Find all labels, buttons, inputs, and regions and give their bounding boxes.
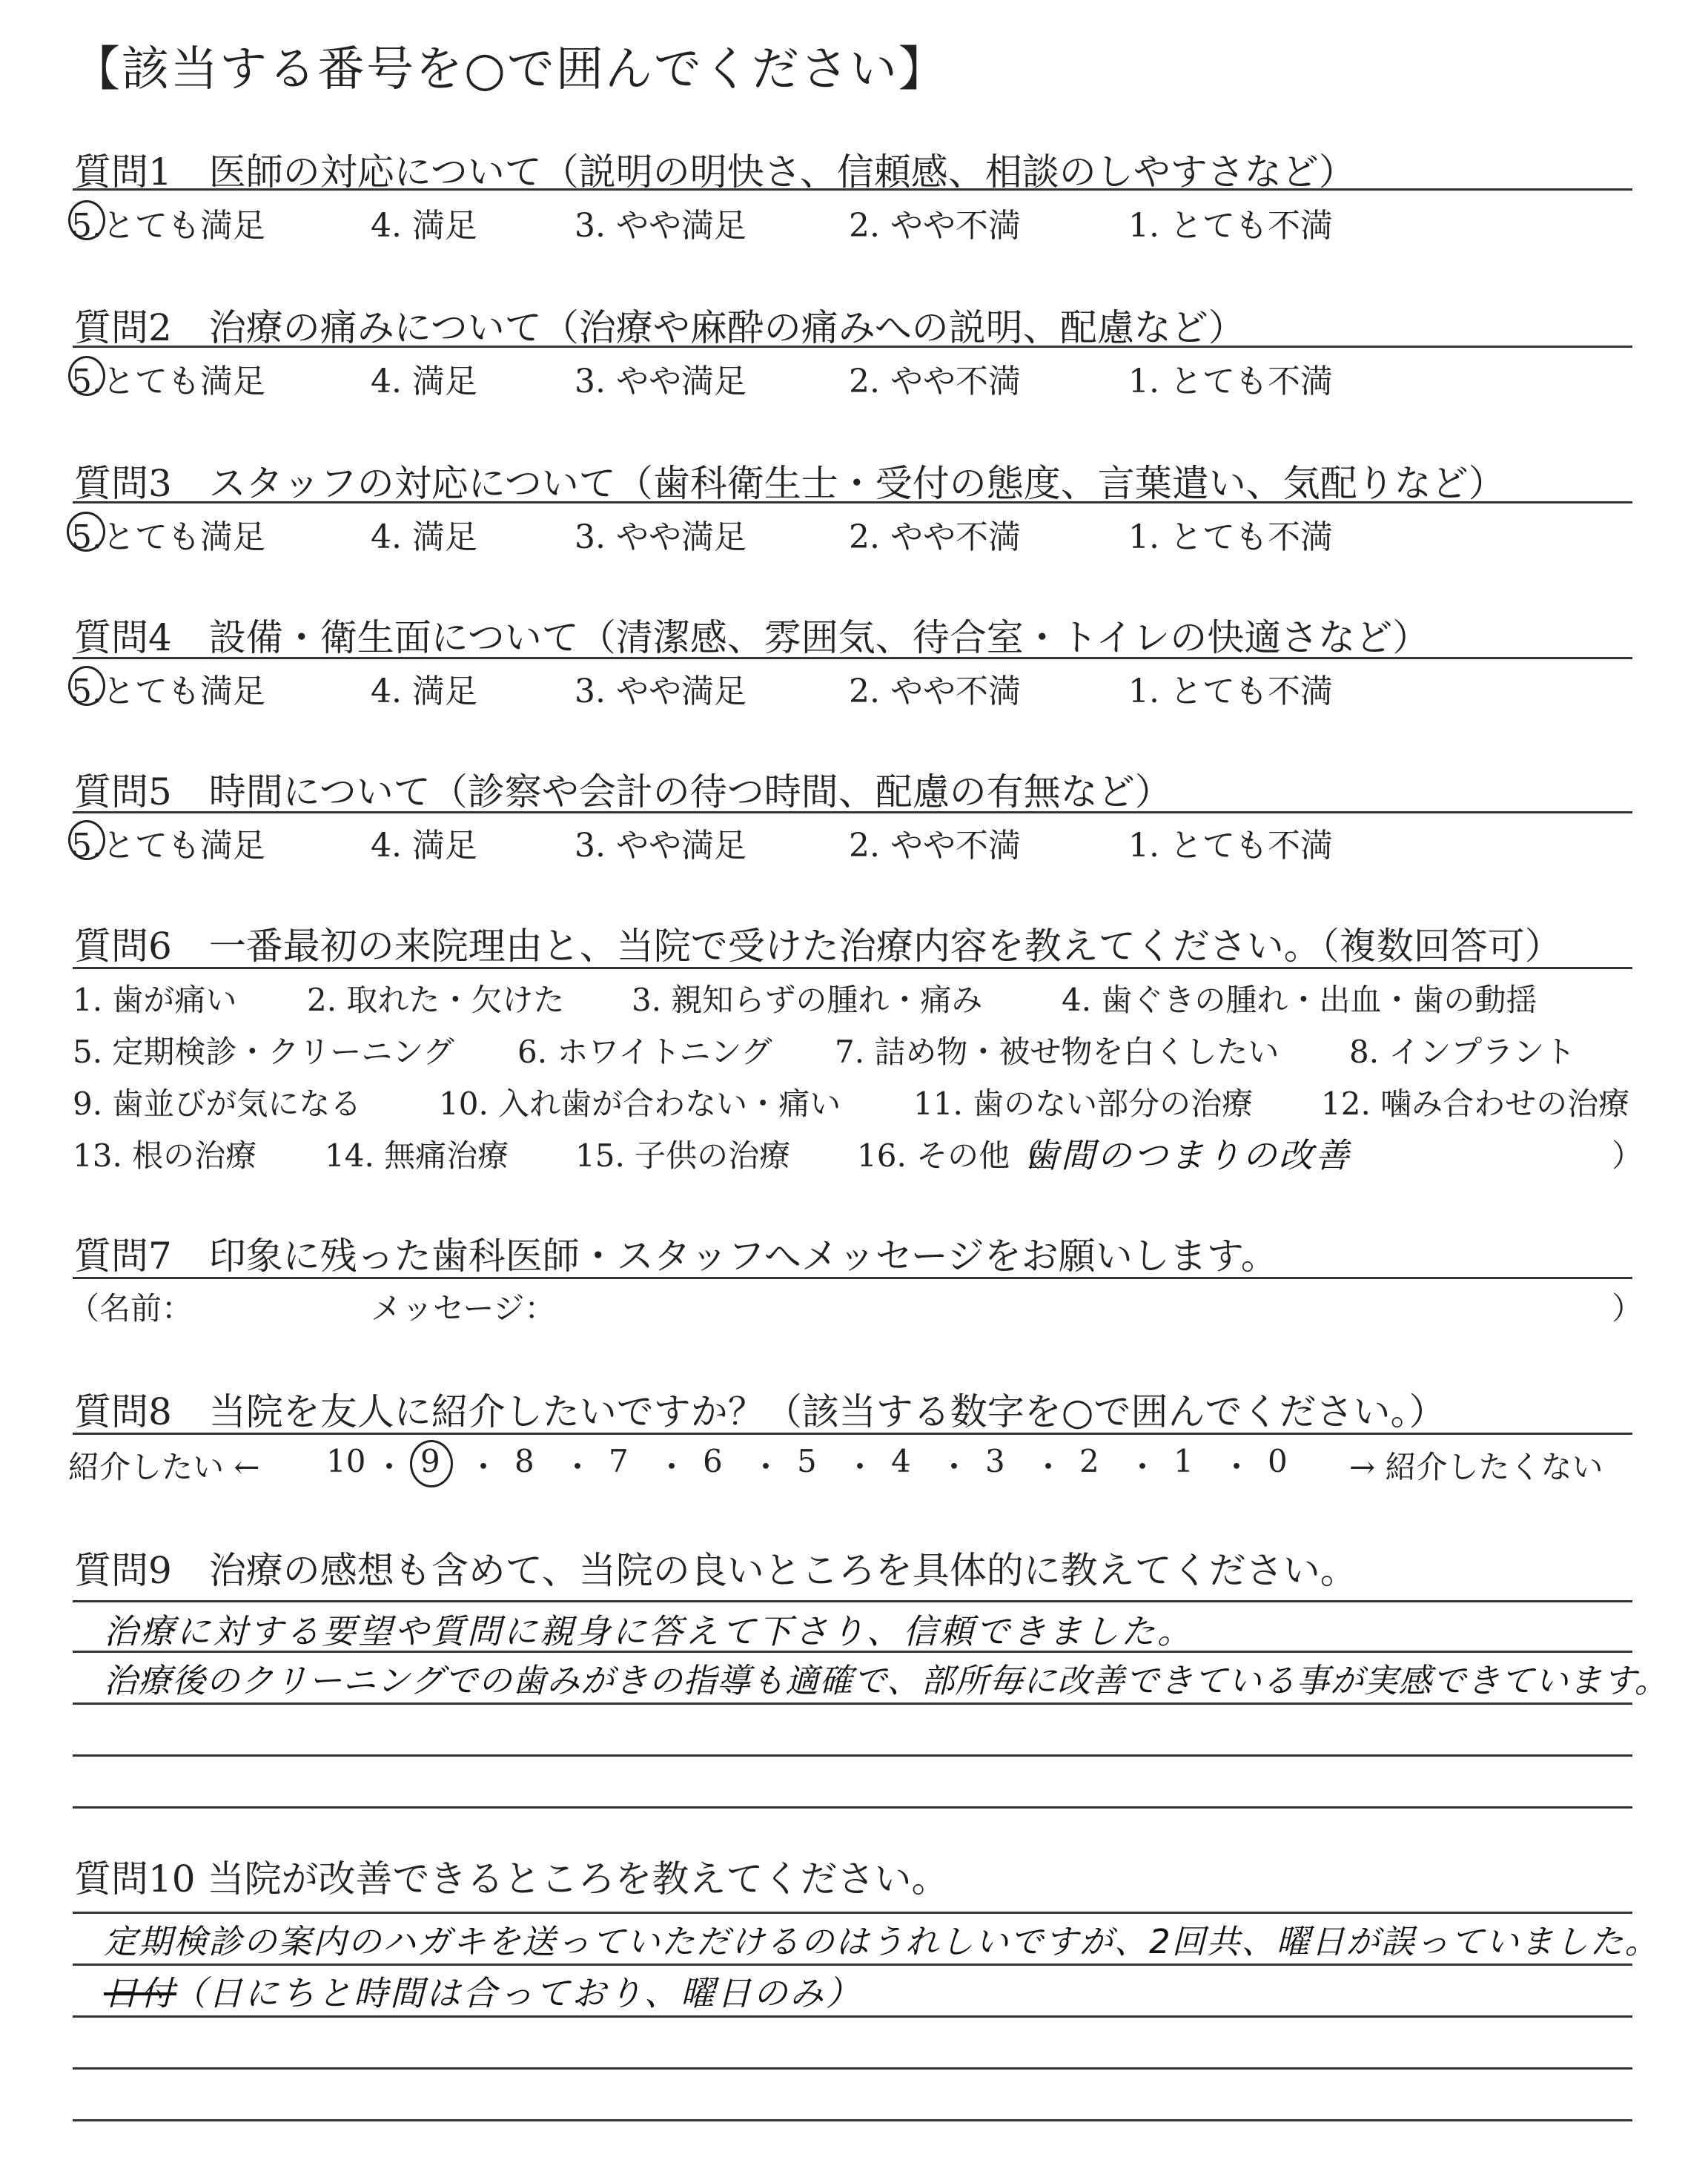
q8-scale-value-8[interactable]: 8: [514, 1443, 534, 1479]
q6-option-5[interactable]: 5. 定期検診・クリーニング: [73, 1034, 454, 1070]
q8-separator: ・: [1221, 1449, 1253, 1485]
q10-rule-4: [73, 2067, 1632, 2070]
q8-scale-value-1[interactable]: 1: [1174, 1443, 1194, 1479]
q8-separator: ・: [1127, 1449, 1159, 1485]
q8-rule: [73, 1433, 1632, 1435]
q7-message-label: メッセージ：: [371, 1290, 556, 1327]
q9-title: 質問9 治療の感想も含めて、当院の良いところを具体的に教えてください。: [74, 1549, 1357, 1592]
q8-scale-value-0[interactable]: 0: [1268, 1443, 1288, 1479]
page-header: 【該当する番号を○で囲んでください】: [73, 42, 947, 97]
q1-selected-circle: [68, 200, 105, 240]
q4-option-5[interactable]: 5.とても満足: [71, 673, 265, 710]
q6-option-15[interactable]: 15. 子供の治療: [575, 1137, 791, 1174]
q6-option-6[interactable]: 6. ホワイトニング: [517, 1034, 772, 1070]
q7-rule: [73, 1277, 1632, 1279]
q2-option-3[interactable]: 3. やや満足: [575, 363, 747, 400]
q9-rule-3: [73, 1702, 1632, 1705]
q6-other-handwritten: 歯間のつまりの改善: [1025, 1135, 1351, 1175]
q6-option-16[interactable]: 16. その他（: [857, 1137, 1042, 1174]
q3-option-4[interactable]: 4. 満足: [371, 518, 477, 556]
q4-option-2[interactable]: 2. やや不満: [849, 673, 1021, 710]
q10-title: 質問10 当院が改善できるところを教えてください。: [74, 1857, 949, 1900]
q6-option-7[interactable]: 7. 詰め物・被せ物を白くしたい: [835, 1034, 1280, 1070]
q9-answer-line-2: 治療後のクリーニングでの歯みがきの指導も適確で、部所毎に改善できている事が実感できています。: [104, 1661, 1669, 1700]
q1-option-2[interactable]: 2. やや不満: [849, 207, 1021, 245]
q3-title: 質問3 スタッフの対応について（歯科衛生士・受付の態度、言葉遣い、気配りなど）: [74, 462, 1506, 505]
q10-rule-5: [73, 2119, 1632, 2121]
q2-rule: [73, 346, 1632, 348]
q5-rule: [73, 811, 1632, 813]
q8-scale-value-3[interactable]: 3: [985, 1443, 1005, 1479]
q6-option-10[interactable]: 10. 入れ歯が合わない・痛い: [439, 1086, 841, 1122]
q4-option-3[interactable]: 3. やや満足: [575, 673, 747, 710]
q2-title: 質問2 治療の痛みについて（治療や麻酔の痛みへの説明、配慮など）: [74, 306, 1245, 349]
q3-option-2[interactable]: 2. やや不満: [849, 518, 1021, 556]
q6-option-9[interactable]: 9. 歯並びが気になる: [73, 1086, 362, 1122]
q7-name-label: （名前：: [68, 1290, 193, 1327]
q6-option-12[interactable]: 12. 噛み合わせの治療: [1321, 1086, 1630, 1122]
q9-rule-5: [73, 1806, 1632, 1809]
q8-separator: ・: [939, 1449, 970, 1485]
q7-close-paren: ）: [1612, 1290, 1644, 1327]
q3-rule: [73, 501, 1632, 503]
q6-option-8[interactable]: 8. インプラント: [1349, 1034, 1576, 1070]
q4-title: 質問4 設備・衛生面について（清潔感、雰囲気、待合室・トイレの快適さなど）: [74, 616, 1430, 659]
q8-separator: ・: [844, 1449, 876, 1485]
q8-scale-value-2[interactable]: 2: [1079, 1443, 1099, 1479]
q9-rule-1: [73, 1600, 1632, 1602]
q3-selected-circle: [67, 512, 105, 552]
q2-option-5[interactable]: 5.とても満足: [71, 363, 265, 400]
q8-scale-value-4[interactable]: 4: [891, 1443, 911, 1479]
q5-option-5[interactable]: 5.とても満足: [71, 827, 265, 865]
q8-separator: ・: [562, 1449, 594, 1485]
q5-selected-circle: [68, 820, 105, 860]
q3-option-1[interactable]: 1. とても不満: [1128, 518, 1333, 556]
q8-separator: ・: [750, 1449, 782, 1485]
q6-option-13[interactable]: 13. 根の治療: [73, 1137, 257, 1174]
q5-option-2[interactable]: 2. やや不満: [849, 827, 1021, 865]
q2-selected-circle: [68, 356, 105, 396]
q5-title: 質問5 時間について（診察や会計の待つ時間、配慮の有無など）: [74, 770, 1172, 813]
q4-selected-circle: [68, 666, 105, 706]
q4-rule: [73, 657, 1632, 659]
q2-option-2[interactable]: 2. やや不満: [849, 363, 1021, 400]
q1-option-3[interactable]: 3. やや満足: [575, 207, 747, 245]
q8-scale-value-6[interactable]: 6: [703, 1443, 723, 1479]
q6-option-14[interactable]: 14. 無痛治療: [325, 1137, 509, 1174]
q5-option-3[interactable]: 3. やや満足: [575, 827, 747, 865]
q6-option-3[interactable]: 3. 親知らずの腫れ・痛み: [632, 982, 983, 1018]
q5-option-4[interactable]: 4. 満足: [371, 827, 477, 865]
q9-rule-2: [73, 1651, 1632, 1653]
q9-answer-line-1: 治療に対する要望や質問に親身に答えて下さり、信頼できました。: [104, 1611, 1194, 1651]
q2-option-4[interactable]: 4. 満足: [371, 363, 477, 400]
q8-scale-value-9[interactable]: 9: [420, 1443, 440, 1479]
q10-rule-1: [73, 1912, 1632, 1914]
q6-option-4[interactable]: 4. 歯ぐきの腫れ・出血・歯の動揺: [1062, 982, 1537, 1018]
q1-option-4[interactable]: 4. 満足: [371, 207, 477, 245]
q8-title: 質問8 当院を友人に紹介したいですか？（該当する数字を○で囲んでください。）: [74, 1390, 1446, 1433]
q6-rule: [73, 967, 1632, 969]
q8-separator: ・: [374, 1449, 406, 1485]
q8-separator: ・: [468, 1449, 500, 1485]
q6-title: 質問6 一番最初の来院理由と、当院で受けた治療内容を教えてください。（複数回答可）: [74, 925, 1562, 968]
q9-rule-4: [73, 1754, 1632, 1757]
q6-option-11[interactable]: 11. 歯のない部分の治療: [913, 1086, 1254, 1122]
q7-title: 質問7 印象に残った歯科医師・スタッフへメッセージをお願いします。: [74, 1235, 1278, 1278]
q1-title: 質問1 医師の対応について（説明の明快さ、信頼感、相談のしやすさなど）: [74, 151, 1356, 194]
q10-answer-line-2: （日にちと時間は合っており、曜日のみ）: [172, 1973, 862, 2013]
q10-answer-line-1: 定期検診の案内のハガキを送っていただけるのはうれしいですが、2回共、曜日が誤っていました。: [104, 1922, 1660, 1961]
q8-left-label: 紹介したい ←: [68, 1449, 260, 1485]
q8-right-label: → 紹介したくない: [1349, 1449, 1603, 1485]
q3-option-3[interactable]: 3. やや満足: [575, 518, 747, 556]
q1-option-1[interactable]: 1. とても不満: [1128, 207, 1333, 245]
q8-separator: ・: [1033, 1449, 1065, 1485]
q8-separator: ・: [656, 1449, 688, 1485]
q8-scale-value-7[interactable]: 7: [609, 1443, 629, 1479]
q4-option-4[interactable]: 4. 満足: [371, 673, 477, 710]
q5-option-1[interactable]: 1. とても不満: [1128, 827, 1333, 865]
q3-option-5[interactable]: 5.とても満足: [71, 518, 265, 556]
q1-option-5[interactable]: 5.とても満足: [71, 207, 265, 245]
q6-other-close-paren: ）: [1612, 1137, 1644, 1174]
q1-rule: [73, 188, 1632, 191]
q10-struck-text: 日付: [104, 1973, 176, 2013]
q10-rule-3: [73, 2015, 1632, 2018]
q4-option-1[interactable]: 1. とても不満: [1128, 673, 1333, 710]
q8-scale-value-5[interactable]: 5: [797, 1443, 817, 1479]
q6-option-2[interactable]: 2. 取れた・欠けた: [307, 982, 565, 1018]
q8-selected-circle: [410, 1440, 453, 1487]
q8-scale-value-10[interactable]: 10: [326, 1443, 366, 1479]
q6-option-1[interactable]: 1. 歯が痛い: [73, 982, 237, 1018]
q2-option-1[interactable]: 1. とても不満: [1128, 363, 1333, 400]
q10-rule-2: [73, 1964, 1632, 1966]
